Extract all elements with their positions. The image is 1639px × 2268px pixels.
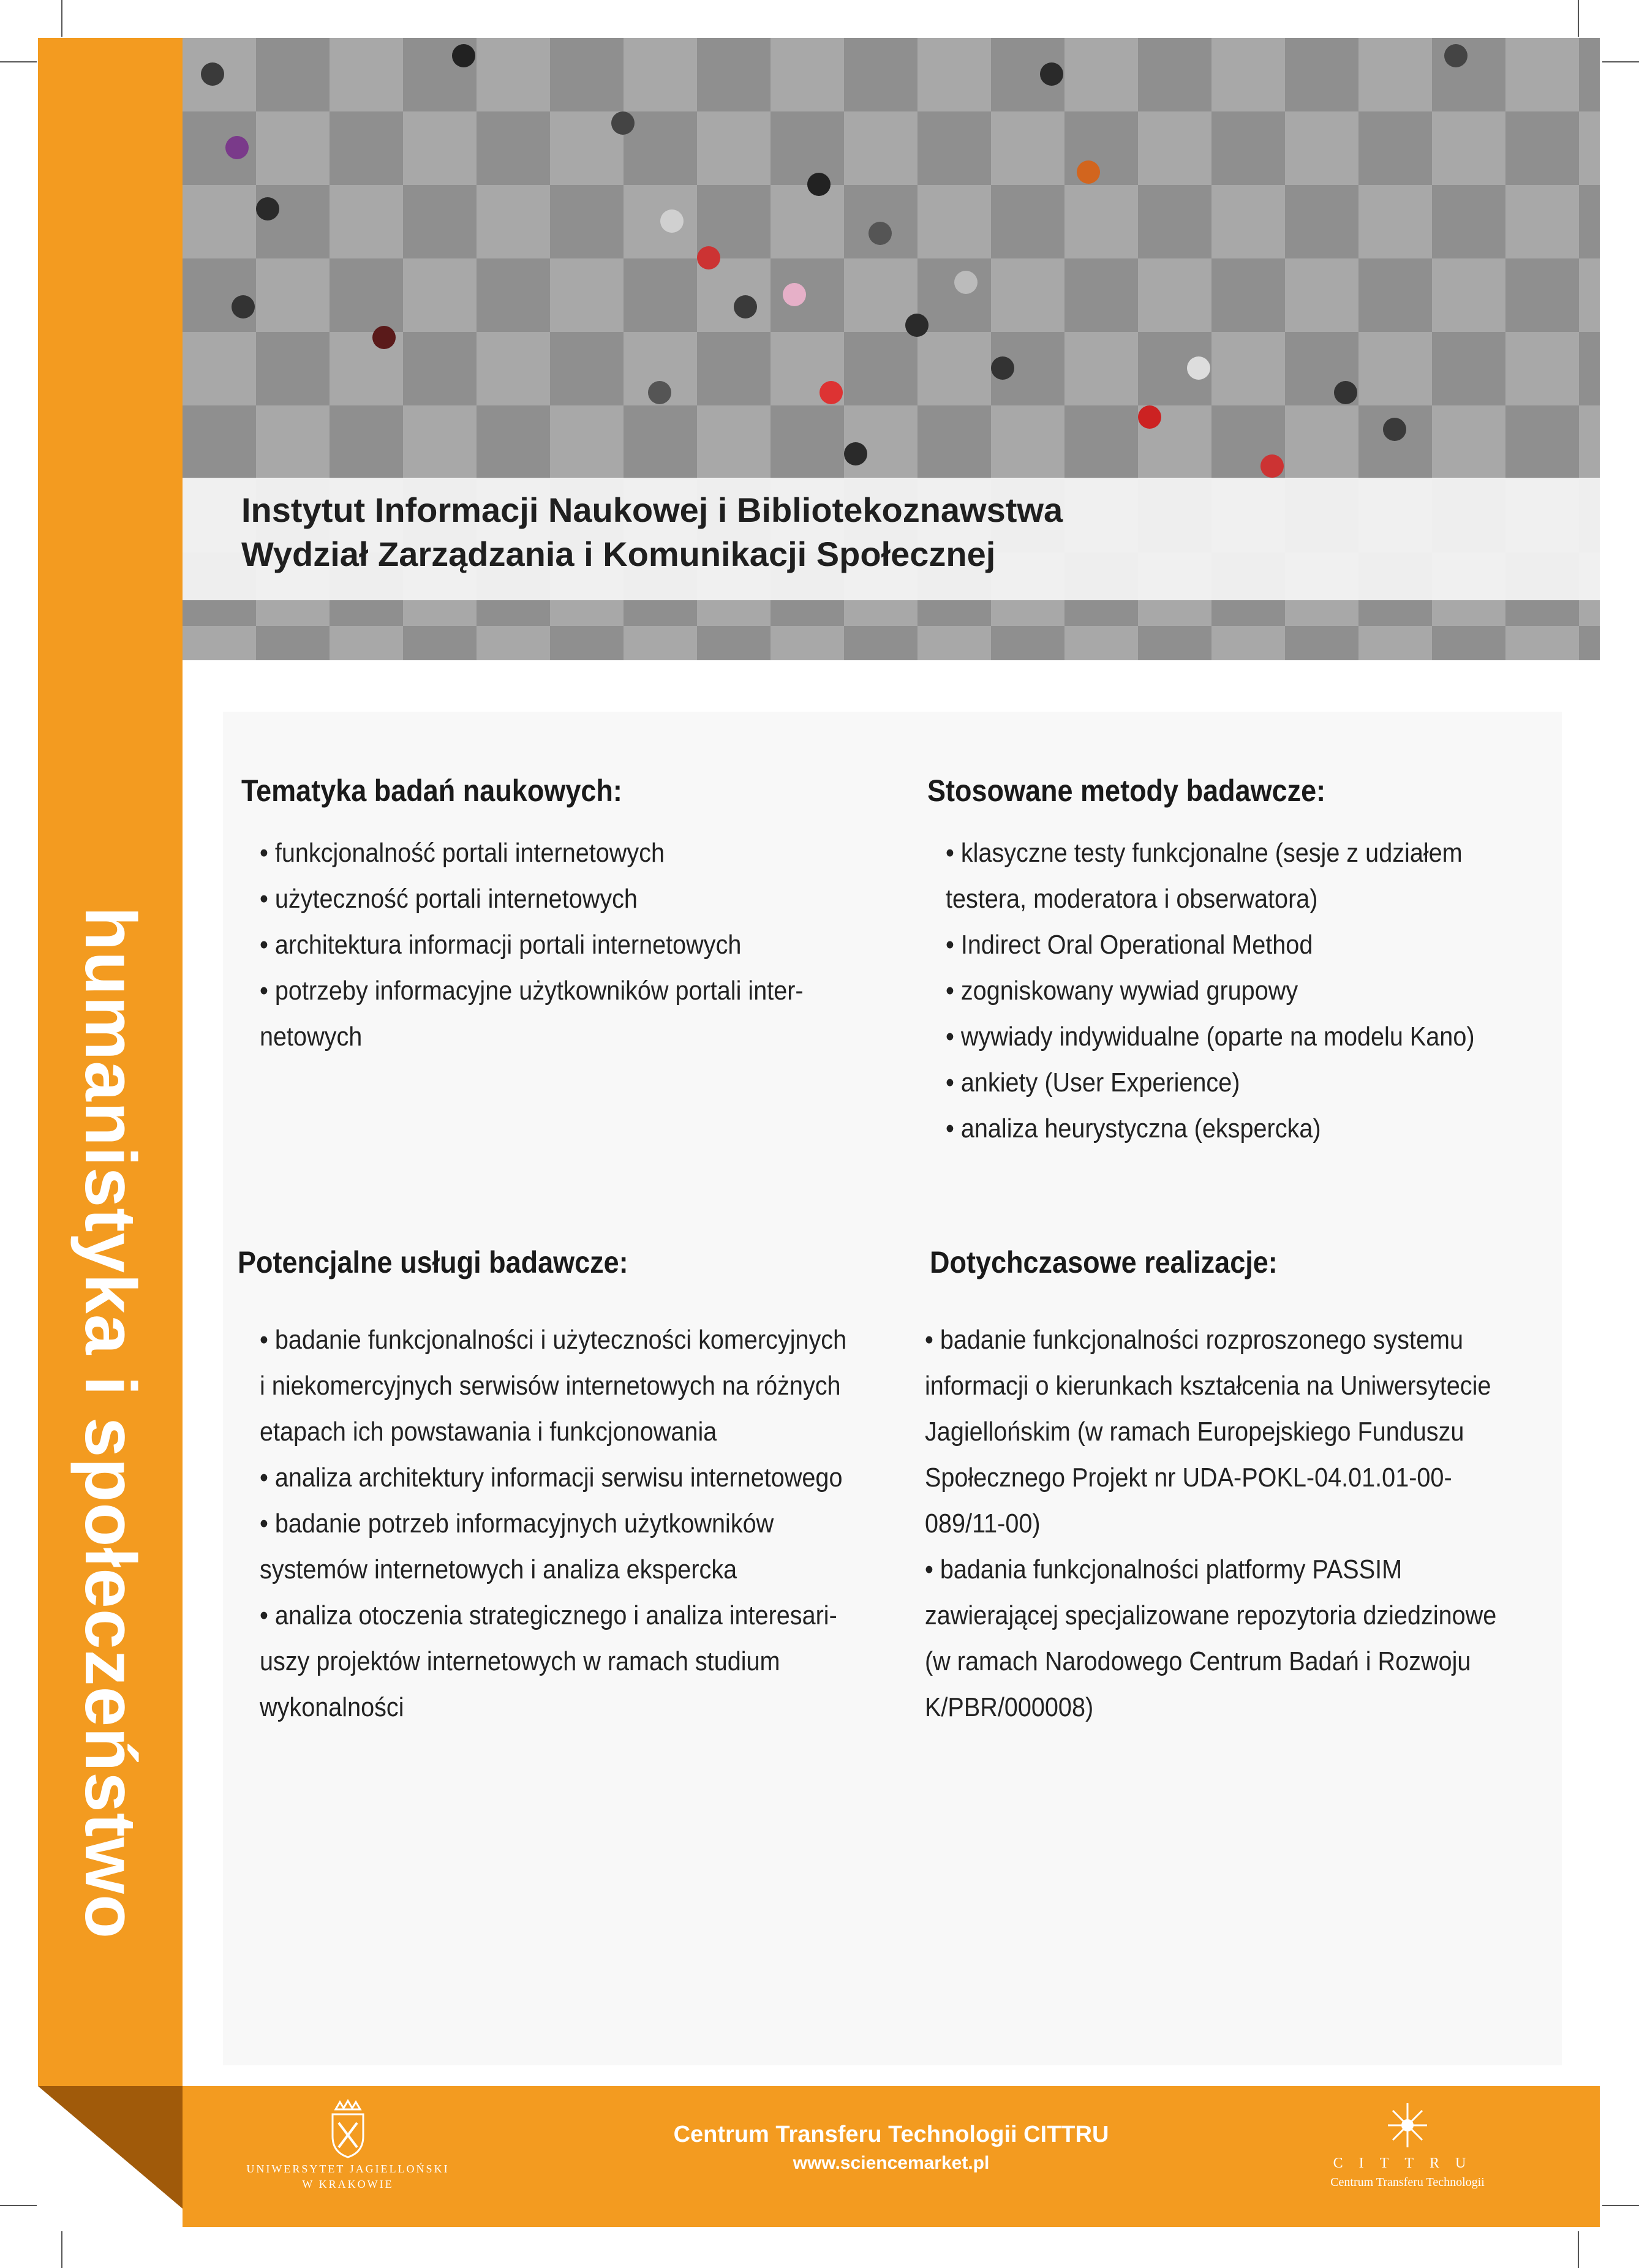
uj-name: UNIWERSYTET JAGIELLOŃSKI (246, 2163, 450, 2175)
institute-name: Instytut Informacji Naukowej i Bibliotekoznawstwa (241, 491, 1063, 529)
realizations-heading: Dotychczasowe realizacje: (930, 1245, 1278, 1279)
list-item: • analiza architektury informacji serwisu internetowego (260, 1463, 843, 1493)
list-item: Jagiellońskim (w ramach Europejskiego Funduszu (925, 1417, 1464, 1447)
list-item: • badania funkcjonalności platformy PASSIM (925, 1554, 1403, 1584)
methods-list (946, 830, 1475, 1151)
crop-mark (0, 61, 37, 62)
list-item: • zogniskowany wywiad grupowy (946, 976, 1298, 1006)
list-item: testera, moderatora i obserwatora) (946, 884, 1318, 914)
crop-mark (0, 2205, 37, 2206)
list-item: • klasyczne testy funkcjonalne (sesje z udziałem (946, 838, 1463, 868)
services-heading: Potencjalne usługi badawcze: (238, 1245, 628, 1279)
list-item: uszy projektów internetowych w ramach studium (260, 1646, 780, 1676)
sidebar-title: humanistyka i społeczeństwo (70, 906, 151, 1940)
list-item: Społecznego Projekt nr UDA-POKL-04.01.01-00- (925, 1463, 1452, 1493)
research-topics-list (260, 830, 804, 1060)
list-item: i niekomercyjnych serwisów internetowych na różnych (260, 1371, 841, 1401)
cittru-logo (1285, 2101, 1530, 2190)
list-item: • architektura informacji portali internetowych (260, 930, 742, 960)
cittru-wordmark: CITTRU (1333, 2155, 1482, 2171)
list-item: • funkcjonalność portali internetowych (260, 838, 665, 868)
list-item: 089/11-00) (925, 1509, 1041, 1539)
crop-mark (61, 2231, 62, 2268)
crop-mark (61, 0, 62, 37)
list-item: • ankiety (User Experience) (946, 1068, 1240, 1098)
list-item: • analiza heurystyczna (ekspercka) (946, 1113, 1321, 1143)
list-item: netowych (260, 1022, 363, 1052)
list-item: zawierającej specjalizowane repozytoria dziedzinowe (925, 1600, 1497, 1630)
cittru-title: Centrum Transferu Technologii CITTRU (673, 2122, 1109, 2147)
methods-heading: Stosowane metody badawcze: (927, 774, 1326, 808)
crop-mark (1602, 2205, 1639, 2206)
list-item: • potrzeby informacyjne użytkowników portali inter- (260, 976, 804, 1006)
list-item: etapach ich powstawania i funkcjonowania (260, 1417, 717, 1447)
list-item: informacji o kierunkach kształcenia na Uniwersytecie (925, 1371, 1491, 1401)
list-item: • badanie potrzeb informacyjnych użytkowników (260, 1509, 774, 1539)
star-burst-icon (1383, 2101, 1432, 2150)
list-item: systemów internetowych i analiza ekspercka (260, 1554, 737, 1584)
faculty-name: Wydział Zarządzania i Komunikacji Społecznej (241, 535, 996, 573)
list-item: K/PBR/000008) (925, 1692, 1094, 1722)
sciencemarket-link[interactable]: www.sciencemarket.pl (793, 2153, 990, 2173)
list-item: • Indirect Oral Operational Method (946, 930, 1313, 960)
list-item: • analiza otoczenia strategicznego i analiza interesari- (260, 1600, 837, 1630)
research-topics-heading: Tematyka badań naukowych: (241, 774, 622, 808)
realizations-list (925, 1317, 1496, 1730)
services-list (260, 1317, 846, 1730)
list-item: • badanie funkcjonalności rozproszonego systemu (925, 1325, 1463, 1355)
list-item: wykonalności (260, 1692, 404, 1722)
list-item: • badanie funkcjonalności i użyteczności komercyjnych (260, 1325, 847, 1355)
sidebar-fold (38, 2086, 183, 2209)
uj-city: W KRAKOWIE (302, 2178, 394, 2190)
cittru-subtitle: Centrum Transferu Technologii (1330, 2176, 1485, 2189)
crop-mark (1602, 61, 1639, 62)
list-item: (w ramach Narodowego Centrum Badań i Rozwoju (925, 1646, 1471, 1676)
list-item: • wywiady indywidualne (oparte na modelu Kano) (946, 1022, 1475, 1052)
list-item: • użyteczność portali internetowych (260, 884, 638, 914)
footer (183, 2086, 1600, 2227)
crop-mark (1578, 0, 1579, 37)
crop-mark (1578, 2231, 1579, 2268)
